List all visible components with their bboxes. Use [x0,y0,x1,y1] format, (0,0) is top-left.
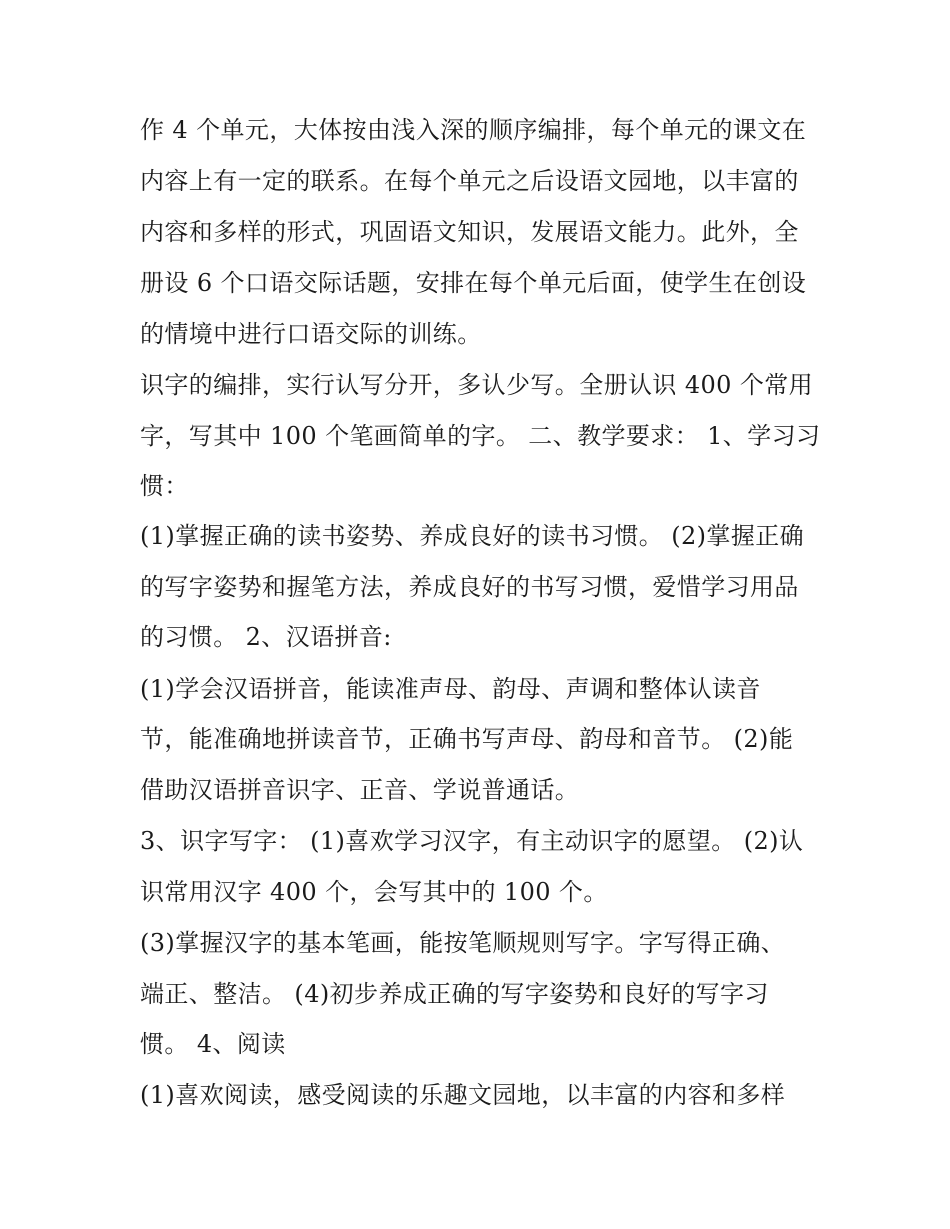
text-line: 惯： [140,472,189,500]
text-line: (1)喜欢阅读，感受阅读的乐趣文园地，以丰富的内容和多样 [140,1081,786,1109]
text-line: 的情境中进行口语交际的训练。 [140,320,482,348]
text-line: 的习惯。 2、汉语拼音: [140,623,392,651]
text-line: 识常用汉字 400 个，会写其中的 100 个。 [140,878,608,906]
text-line: (1)学会汉语拼音，能读准声母、韵母、声调和整体认读音 [140,675,761,703]
text-line: 内容和多样的形式，巩固语文知识，发展语文能力。此外，全 [140,218,799,246]
text-line: 识字的编排，实行认写分开，多认少写。全册认识 400 个常用 [140,371,814,399]
text-line: 惯。 4、阅读 [140,1030,286,1058]
text-line: 的写字姿势和握笔方法，养成良好的书写习惯，爱惜学习用品 [140,573,799,601]
text-line: (1)掌握正确的读书姿势、养成良好的读书习惯。 (2)掌握正确 [140,522,805,550]
text-line: (3)掌握汉字的基本笔画，能按笔顺规则写字。字写得正确、 [140,929,786,957]
text-line: 3、识字写字： (1)喜欢学习汉字，有主动识字的愿望。 (2)认 [140,827,804,855]
text-line: 册设 6 个口语交际话题，安排在每个单元后面，使学生在创设 [140,269,807,297]
text-line: 内容上有一定的联系。在每个单元之后设语文园地，以丰富的 [140,167,799,195]
text-line: 节，能准确地拼读音节，正确书写声母、韵母和音节。 (2)能 [140,725,794,753]
text-line: 端正、整洁。 (4)初步养成正确的写字姿势和良好的写字习 [140,980,769,1008]
text-line: 字，写其中 100 个笔画简单的字。 二、教学要求： 1、学习习 [140,422,821,450]
text-line: 作 4 个单元，大体按由浅入深的顺序编排，每个单元的课文在 [140,116,807,144]
text-line: 借助汉语拼音识字、正音、学说普通话。 [140,776,580,804]
